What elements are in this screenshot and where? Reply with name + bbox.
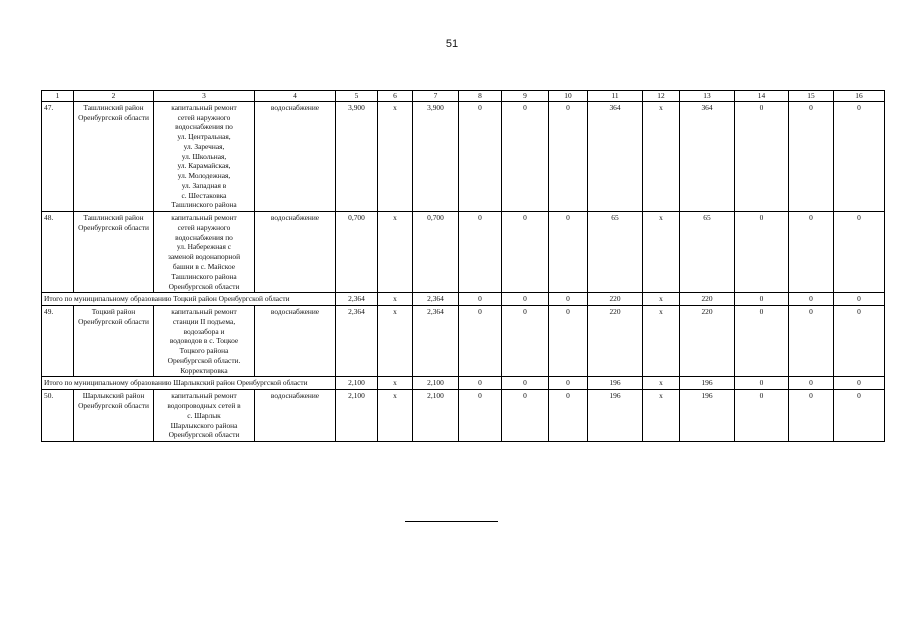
district-name: Шарлыкский район Оренбургской области [74,390,154,442]
subtotal-label: Итого по муниципальному образованию Тоцкий район Оренбургской области [42,293,336,306]
value-cell: 0 [459,306,502,377]
value-cell: 0,700 [413,212,459,293]
column-number: 12 [643,91,680,102]
value-cell: 220 [680,306,735,377]
value-cell: 0 [502,212,549,293]
value-cell: 0 [834,212,885,293]
value-cell: x [378,390,413,442]
subtotal-label: Итого по муниципальному образованию Шарлыкский район Оренбургской области [42,377,336,390]
value-cell: x [378,293,413,306]
value-cell: 196 [680,377,735,390]
footer-divider [405,521,498,522]
value-cell: 0 [459,293,502,306]
value-cell: 0 [735,293,789,306]
value-cell: x [643,293,680,306]
column-number: 3 [154,91,255,102]
budget-table [41,90,885,442]
table-row [42,212,885,293]
value-cell: 0 [502,293,549,306]
row-number: 47. [42,101,74,211]
value-cell: 0 [459,101,502,211]
value-cell: x [643,212,680,293]
value-cell: 364 [680,101,735,211]
row-number: 50. [42,390,74,442]
value-cell: x [643,390,680,442]
value-cell: 65 [588,212,643,293]
value-cell: 0 [502,390,549,442]
value-cell: 220 [680,293,735,306]
value-cell: 0 [549,390,588,442]
column-number: 16 [834,91,885,102]
value-cell: 0 [502,101,549,211]
subtotal-row [42,377,885,390]
value-cell: 0 [834,101,885,211]
value-cell: 0 [549,212,588,293]
value-cell: 2,100 [413,377,459,390]
column-number: 1 [42,91,74,102]
work-description: капитальный ремонт станции II подъема, водозабора и водоводов в с. Тоцкое Тоцкого района Оренбургской области. Корректировка [154,306,255,377]
column-number: 11 [588,91,643,102]
table-row [42,306,885,377]
value-cell: 0 [834,390,885,442]
table-row [42,101,885,211]
work-category: водоснабжение [255,390,336,442]
district-name: Ташлинский район Оренбургской области [74,101,154,211]
value-cell: x [378,212,413,293]
value-cell: 0 [735,101,789,211]
table-body [42,91,885,442]
value-cell: 0 [735,377,789,390]
value-cell: 0 [834,293,885,306]
work-description: капитальный ремонт сетей наружного водоснабжения по ул. Центральная, ул. Заречная, ул. Школьная, ул. Карамайская, ул. Молодежная, ул. Западная в с. Шестаковка Ташлинского района [154,101,255,211]
value-cell: 0 [789,212,834,293]
column-number: 8 [459,91,502,102]
value-cell: 0 [549,377,588,390]
column-number: 10 [549,91,588,102]
work-description: капитальный ремонт водопроводных сетей в с. Шарлык Шарлыкского района Оренбургской области [154,390,255,442]
column-number: 5 [336,91,378,102]
value-cell: x [378,101,413,211]
value-cell: 220 [588,306,643,377]
column-number: 15 [789,91,834,102]
value-cell: 2,100 [336,377,378,390]
column-number: 7 [413,91,459,102]
value-cell: 364 [588,101,643,211]
value-cell: 220 [588,293,643,306]
column-number: 14 [735,91,789,102]
value-cell: 2,100 [336,390,378,442]
value-cell: 0,700 [336,212,378,293]
value-cell: 2,364 [413,306,459,377]
value-cell: 0 [789,390,834,442]
subtotal-row [42,293,885,306]
work-category: водоснабжение [255,101,336,211]
value-cell: 196 [588,377,643,390]
value-cell: 65 [680,212,735,293]
value-cell: x [643,377,680,390]
value-cell: 0 [549,306,588,377]
work-description: капитальный ремонт сетей наружного водоснабжения по ул. Набережная с заменой водонапорной башни в с. Майское Ташлинского района Оренбургской области [154,212,255,293]
value-cell: 0 [789,306,834,377]
value-cell: 2,364 [413,293,459,306]
page-number: 51 [445,38,459,50]
value-cell: 0 [459,390,502,442]
value-cell: 0 [834,377,885,390]
work-category: водоснабжение [255,212,336,293]
district-name: Тоцкий район Оренбургской области [74,306,154,377]
column-number: 6 [378,91,413,102]
value-cell: x [643,306,680,377]
value-cell: 0 [834,306,885,377]
column-number-row [42,91,885,102]
row-number: 49. [42,306,74,377]
value-cell: 0 [789,101,834,211]
row-number: 48. [42,212,74,293]
value-cell: 0 [459,212,502,293]
value-cell: 0 [735,390,789,442]
value-cell: 2,364 [336,293,378,306]
value-cell: 196 [588,390,643,442]
value-cell: 0 [459,377,502,390]
value-cell: 196 [680,390,735,442]
value-cell: 0 [502,377,549,390]
value-cell: 0 [735,306,789,377]
value-cell: 0 [549,293,588,306]
value-cell: 0 [789,293,834,306]
column-number: 9 [502,91,549,102]
value-cell: 0 [789,377,834,390]
value-cell: 0 [549,101,588,211]
column-number: 2 [74,91,154,102]
column-number: 13 [680,91,735,102]
value-cell: 2,100 [413,390,459,442]
value-cell: x [378,377,413,390]
work-category: водоснабжение [255,306,336,377]
value-cell: x [378,306,413,377]
value-cell: 0 [502,306,549,377]
column-number: 4 [255,91,336,102]
value-cell: x [643,101,680,211]
value-cell: 3,900 [413,101,459,211]
value-cell: 3,900 [336,101,378,211]
value-cell: 2,364 [336,306,378,377]
value-cell: 0 [735,212,789,293]
table-row [42,390,885,442]
district-name: Ташлинский район Оренбургской области [74,212,154,293]
